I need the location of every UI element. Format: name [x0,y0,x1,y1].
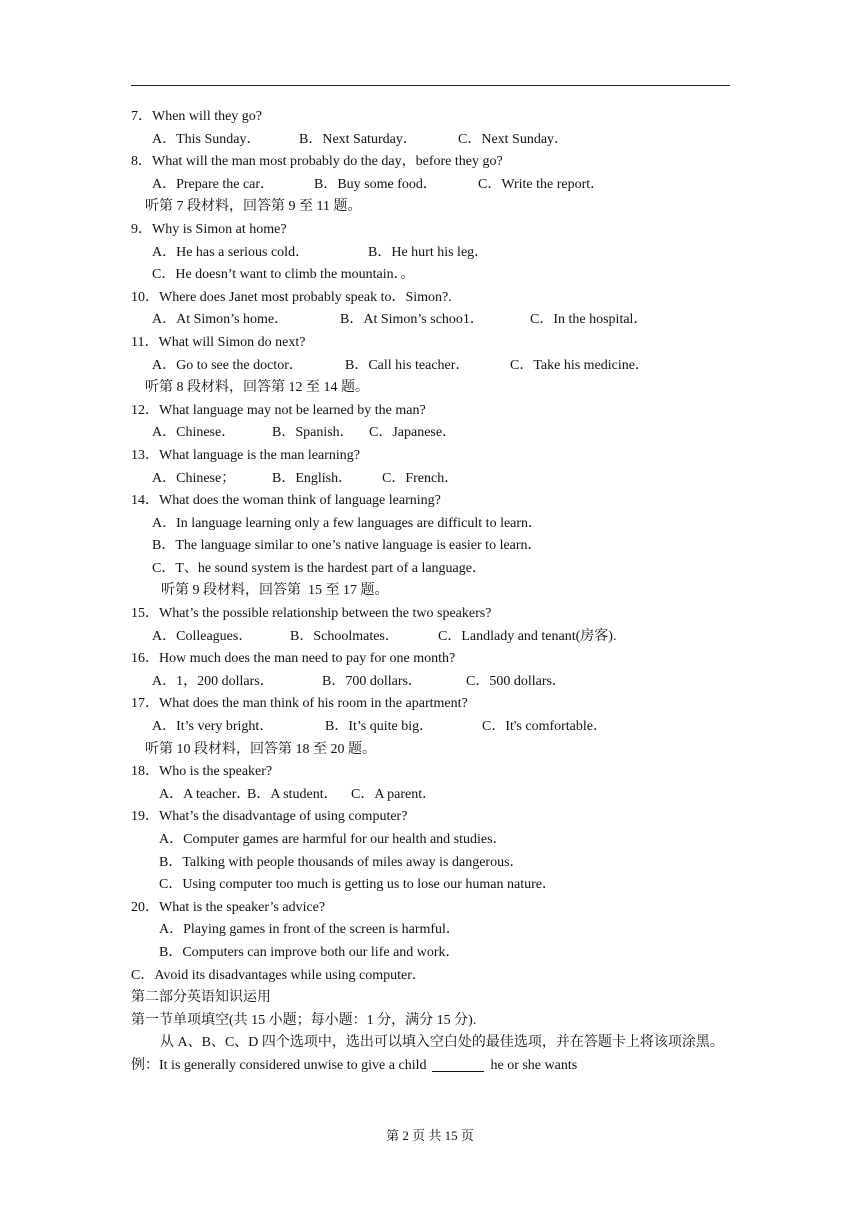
option-b: B．A student． [247,786,338,802]
question-line: 14．What does the woman think of language learning? [131,493,441,509]
example-line [131,1055,731,1078]
section-heading: 听第 10 段材料，回答第 18 至 20 题。 [145,741,376,757]
option-a: A．A teacher． [159,786,251,802]
option-c: C．500 dollars． [466,673,566,689]
section-heading: 听第 7 段材料，回答第 9 至 11 题。 [145,199,362,215]
option-c: C．Japanese． [369,425,457,441]
option-c: C．Landlady and tenant(房客). [438,628,617,644]
option-b: B．At Simon’s schoo1． [340,312,484,328]
options-row [131,468,731,491]
option-b: B．He hurt his leg． [368,244,489,260]
option-b: B．English． [272,470,353,486]
instruction-paragraph: 从 A、B、C、D 四个选项中，选出可以填入空白处的最佳选项，并在答题卡上将该项涂黑。 [160,1035,724,1051]
options-row [131,242,731,265]
option-c: C．A parent． [351,786,437,802]
answer-blank [432,1057,484,1072]
question-line: 13．What language is the man learning? [131,447,360,463]
option-c: C．It's comfortable． [482,719,607,735]
option-b: B．Spanish． [272,425,354,441]
option-b: B．Schoolmates． [290,628,399,644]
option-b: B．Buy some food． [314,176,437,192]
option-line: B．Computers can improve both our life and work． [159,944,460,960]
options-row [131,355,731,378]
option-b: B．700 dollars． [322,673,422,689]
question-line: 19．What’s the disadvantage of using computer? [131,809,408,825]
option-b: B．It’s quite big． [325,719,434,735]
section-heading: 听第 9 段材料，回答第 15 至 17 题。 [161,583,389,599]
options-row [131,129,731,152]
question-line: 20．What is the speaker’s advice? [131,899,326,915]
option-line: B．Talking with people thousands of miles away is dangerous． [159,854,524,870]
option-line: A．Playing games in front of the screen is harmful． [159,922,460,938]
option-c: C．Write the report． [478,176,605,192]
option-line: A．Computer games are harmful for our health and studies． [159,832,507,847]
question-line: 17．What does the man think of his room in the apartment? [131,696,468,712]
option-a: A．1，200 dollars． [152,673,274,689]
header-rule [131,85,730,86]
option-c: C．Next Sunday． [458,131,569,147]
option-line: C．Using computer too much is getting us to lose our human nature． [159,877,557,893]
options-row [131,174,731,197]
example-suffix: he or she wants [490,1057,578,1073]
option-a: A．It’s very bright． [152,719,274,735]
section-heading: 听第 8 段材料，回答第 12 至 14 题。 [145,380,369,396]
question-list [131,106,731,1032]
option-b: B．Next Saturday． [299,131,417,147]
options-row [131,784,731,807]
question-line: 8．What will the man most probably do the day，before they go? [131,154,503,170]
option-c: C．Take his medicine． [510,357,649,373]
question-line: 第一节单项填空(共 15 小题；每小题：1 分，满分 15 分). [131,1012,477,1028]
option-line: A．In language learning only a few languages are difficult to learn． [152,515,543,531]
options-row [131,716,731,739]
question-line: 7．When will they go? [131,109,263,124]
question-line: 11．What will Simon do next? [131,334,306,350]
question-line: 16．How much does the man need to pay for one month? [131,651,456,667]
question-line: 10．Where does Janet most probably speak to．Simon?. [131,289,452,305]
options-row [131,626,731,649]
question-line: 15．What’s the possible relationship between the two speakers? [131,606,492,622]
option-a: A．Colleagues． [152,628,253,644]
option-b: B．Call his teacher． [345,357,470,373]
option-a: A．Prepare the car． [152,176,275,192]
option-line: B．The language similar to one’s native language is easier to learn． [152,538,542,554]
question-line: 9．Why is Simon at home? [131,221,287,237]
options-row [131,671,731,694]
page-content [131,106,731,1078]
options-row [131,422,731,445]
option-a: A．Go to see the doctor． [152,357,303,373]
option-a: A．He has a serious cold． [152,244,310,260]
example-prefix: 例：It is generally considered unwise to give a child [131,1057,427,1073]
option-a: A．This Sunday． [152,131,261,147]
option-c: C．French． [382,470,459,486]
question-line: 18．Who is the speaker? [131,764,273,780]
question-line: C．Avoid its disadvantages while using computer． [131,967,426,983]
question-line: 12．What language may not be learned by the man? [131,402,426,418]
options-row [131,309,731,332]
option-c: C．In the hospital． [530,312,648,328]
option-a: A．At Simon’s home． [152,312,289,328]
page-footer: 第 2 页 共 15 页 [386,1128,474,1143]
question-line: 第二部分英语知识运用 [131,990,271,1006]
option-a: A．Chinese； [152,470,236,486]
option-line: C．T、he sound system is the hardest part of a language． [152,560,486,576]
option-a: A．Chinese． [152,425,236,441]
option-line: C．He doesn’t want to climb the mountain．。 [152,267,415,283]
